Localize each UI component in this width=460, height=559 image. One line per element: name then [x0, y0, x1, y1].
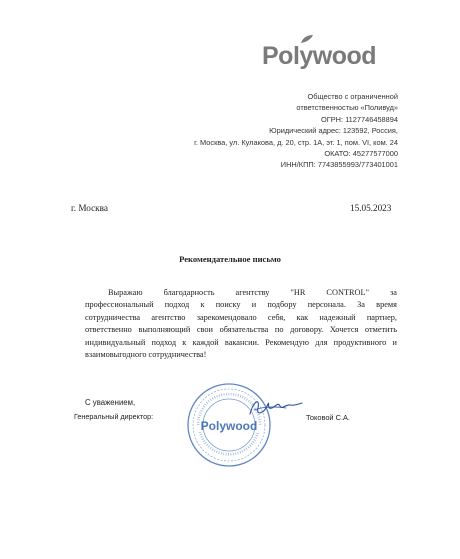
handwritten-signature: [246, 394, 304, 422]
logo-text: Polywood: [262, 42, 377, 70]
body-line: Выражаю благодарность агентству "HR CONTROL" за: [108, 288, 397, 297]
body-line: ответственно выполняющий свои обязательства по договору. Хочется отметить: [85, 325, 397, 335]
requisites-line: Общество с ограниченной: [307, 92, 398, 101]
company-requisites: [138, 91, 398, 171]
document-title: Рекомендательное письмо: [179, 254, 281, 264]
signer-name: Токовой С.А.: [306, 413, 350, 422]
body-line: взаимовыгодного сотрудничества!: [85, 350, 207, 360]
requisites-line: г. Москва, ул. Кулакова, д. 20, стр. 1А, эт. 1, пом. VI, ком. 24: [194, 137, 398, 147]
letter-date: 15.05.2023: [350, 203, 392, 213]
requisites-line: ответственностью «Поливуд»: [296, 103, 398, 113]
stamp-logo-text: Polywood: [200, 419, 258, 433]
requisites-line: ИНН/КПП: 7743855993/773401001: [280, 160, 398, 170]
letter-body: [85, 287, 397, 361]
requisites-line: ОГРН: 1127746458894: [320, 114, 398, 124]
body-line: индивидуальный подход к каждой вакансии. Рекомендую для продуктивного и: [85, 337, 397, 347]
closing-regards: С уважением,: [85, 398, 136, 407]
director-label: Генеральный директор:: [74, 412, 154, 421]
requisites-line: Юридический адрес: 123592, Россия,: [269, 126, 398, 136]
letter-city: г. Москва: [71, 203, 108, 213]
body-line: профессиональный подход к поиску и подбору персонала. За время: [85, 300, 397, 310]
requisites-line: ОКАТО: 45277577000: [324, 149, 398, 159]
body-line: сотрудничества агентство зарекомендовало себя, как надежный партнер,: [85, 312, 397, 322]
company-logo: [262, 34, 412, 74]
